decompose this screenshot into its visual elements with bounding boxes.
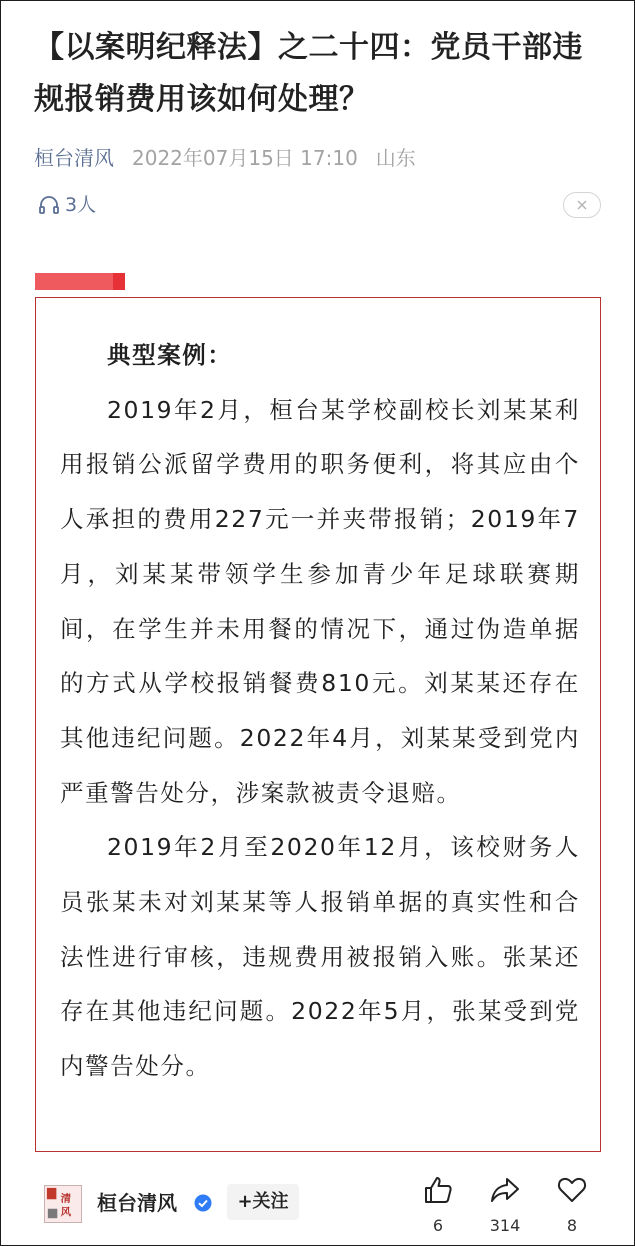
share-count: 314 [489, 1216, 521, 1235]
account-name[interactable]: 桓台清风 [97, 1191, 177, 1215]
svg-text:风: 风 [60, 1206, 72, 1219]
section-accent-bar [35, 273, 125, 290]
account-logo[interactable] [44, 1185, 82, 1223]
favorite-button[interactable] [542, 1174, 602, 1240]
case-paragraph: 2019年2月，桓台某学校副校长刘某某利用报销公派留学费用的职务便利，将其应由个人承担的费用227元一并夹带报销；2019年7月，刘某某带领学生参加青少年足球联赛期间，在学生并未用餐的情况下，通过伪造单据的方式从学校报销餐费810元。刘某某还存在其他违纪问题。2022年4月，刘某某受到党内严重警告处分，涉案款被责令退赔。 [60, 395, 580, 807]
case-heading: 典型案例： [107, 341, 233, 369]
heart-icon [556, 1174, 588, 1206]
follow-button[interactable]: +关注 [227, 1184, 299, 1220]
account-logo-image [45, 1185, 81, 1223]
case-paragraph: 2019年2月至2020年12月，该校财务人员张某未对刘某某等人报销单据的真实性和合法性进行审核，违规费用被报销入账。张某还存在其他违纪问题。2022年5月，张某受到党内警告处分。 [60, 833, 580, 1081]
close-icon [576, 199, 588, 211]
article-meta [34, 143, 416, 173]
listener-count [38, 191, 96, 219]
share-button[interactable] [475, 1174, 535, 1240]
close-button[interactable] [563, 192, 601, 218]
article-title: 【以案明纪释法】之二十四：党员干部违规报销费用该如何处理？ [34, 30, 583, 117]
favorite-count: 8 [566, 1216, 578, 1235]
case-box [35, 297, 601, 1152]
like-count: 6 [432, 1216, 444, 1235]
source-link[interactable]: 桓台清风 [34, 146, 114, 170]
svg-text:清: 清 [60, 1193, 72, 1206]
publish-time: 2022年07月15日 17:10 [132, 146, 358, 170]
publish-location: 山东 [375, 146, 416, 170]
like-button[interactable] [408, 1174, 468, 1240]
verified-icon [194, 1194, 212, 1212]
like-icon [422, 1174, 454, 1206]
case-text [60, 328, 580, 1094]
share-icon [489, 1174, 521, 1206]
listener-count-label: 3人 [65, 194, 97, 216]
headphones-icon [38, 195, 60, 215]
bottom-action-bar [1, 1160, 634, 1245]
